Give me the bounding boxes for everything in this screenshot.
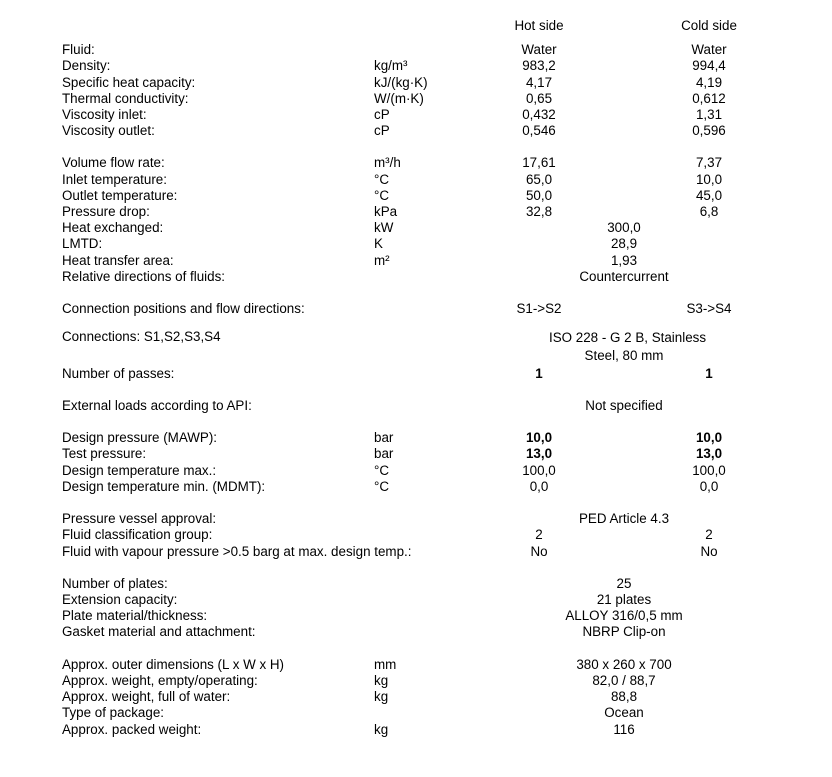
combined-value: [549, 236, 699, 252]
hot-side-value: 983,2: [522, 58, 556, 73]
spec-row: [0, 42, 832, 58]
spec-row: [0, 253, 832, 269]
spec-unit: m²: [374, 253, 390, 268]
spec-row: [0, 430, 832, 446]
spec-unit: kPa: [374, 204, 398, 219]
spec-row: [0, 463, 832, 479]
spec-row: [0, 479, 832, 495]
spec-row: [0, 269, 832, 285]
spec-row: [0, 398, 832, 414]
cold-side-value: 45,0: [695, 188, 723, 203]
spec-row: [0, 155, 832, 171]
spec-label: Thermal conductivity:: [62, 91, 189, 106]
spec-label: Approx. weight, full of water:: [62, 689, 231, 704]
spec-unit: cP: [374, 107, 390, 122]
combined-value-line: Countercurrent: [579, 269, 669, 284]
spec-unit: kg: [374, 722, 389, 737]
spec-unit: kg: [374, 689, 389, 704]
spec-row: [0, 527, 832, 543]
hot-side-value: 50,0: [525, 188, 553, 203]
combined-value-line: 25: [616, 576, 632, 591]
spec-label: Type of package:: [62, 705, 164, 720]
spec-row: [0, 446, 832, 462]
combined-value-line: PED Article 4.3: [578, 511, 670, 526]
spec-label: Approx. weight, empty/operating:: [62, 673, 258, 688]
spec-label: Connections: S1,S2,S3,S4: [62, 329, 221, 344]
cold-side-value: 6,8: [699, 204, 719, 219]
cold-side-value: 4,19: [695, 75, 723, 90]
spec-label: Pressure vessel approval:: [62, 511, 217, 526]
spec-label: Approx. outer dimensions (L x W x H): [62, 657, 285, 672]
hot-side-value: Water: [521, 42, 557, 57]
cold-side-value: 2: [705, 527, 713, 542]
hot-side-value: 10,0: [525, 430, 553, 445]
spec-unit: bar: [374, 446, 394, 461]
combined-value: [549, 592, 699, 608]
hot-side-value: 0,432: [522, 107, 556, 122]
combined-value: [549, 624, 699, 640]
spec-label: Fluid with vapour pressure >0.5 barg at max. design temp.:: [62, 544, 412, 559]
cold-side-value: 1: [705, 366, 713, 381]
cold-side-value: 0,596: [692, 123, 726, 138]
combined-value-line: Not specified: [585, 398, 663, 413]
spec-label: External loads according to API:: [62, 398, 252, 413]
spec-row: [0, 657, 832, 673]
spec-label: Pressure drop:: [62, 204, 150, 219]
spec-row: [0, 689, 832, 705]
combined-value: [549, 689, 699, 705]
combined-value-line: 28,9: [610, 236, 638, 251]
spec-row: [0, 172, 832, 188]
spec-row: [0, 301, 832, 317]
spec-label: Viscosity inlet:: [62, 107, 147, 122]
cold-side-value: 100,0: [692, 463, 726, 478]
combined-value-line: 88,8: [610, 689, 638, 704]
spec-unit: °C: [374, 479, 390, 494]
hot-side-value: 17,61: [522, 155, 556, 170]
spec-row: [0, 722, 832, 738]
spec-row: [0, 204, 832, 220]
spec-label: Fluid classification group:: [62, 527, 213, 542]
spec-row: [0, 705, 832, 721]
cold-side-value: Water: [691, 42, 727, 57]
spec-unit: mm: [374, 657, 397, 672]
spec-row: [0, 624, 832, 640]
combined-value-line: 1,93: [610, 253, 638, 268]
spec-label: LMTD:: [62, 236, 103, 251]
hot-side-value: 4,17: [525, 75, 553, 90]
cold-side-value: 10,0: [695, 172, 723, 187]
spec-label: Volume flow rate:: [62, 155, 165, 170]
hot-side-value: 100,0: [522, 463, 556, 478]
spec-label: Approx. packed weight:: [62, 722, 202, 737]
combined-value: [549, 329, 707, 365]
hot-side-value: 0,0: [529, 479, 549, 494]
spec-label: Gasket material and attachment:: [62, 624, 256, 639]
spec-unit: m³/h: [374, 155, 401, 170]
spec-unit: kg/m³: [374, 58, 408, 73]
spec-unit: kg: [374, 673, 389, 688]
combined-value-line: ALLOY 316/0,5 mm: [565, 608, 683, 623]
spec-row: [0, 91, 832, 107]
spec-row: [0, 366, 832, 382]
combined-value-line: NBRP Clip-on: [582, 624, 666, 639]
hot-side-value: 0,546: [522, 123, 556, 138]
spec-unit: kJ/(kg·K): [374, 75, 428, 90]
combined-value-line: 82,0 / 88,7: [592, 673, 656, 688]
spec-label: Extension capacity:: [62, 592, 178, 607]
spec-unit: °C: [374, 172, 390, 187]
hot-side-header: Hot side: [514, 18, 564, 33]
combined-value-line: Steel, 80 mm: [584, 348, 664, 363]
spec-row: [0, 220, 832, 236]
hot-side-value: 65,0: [525, 172, 553, 187]
spec-row: [0, 107, 832, 123]
spec-unit: bar: [374, 430, 394, 445]
cold-side-value: 13,0: [695, 446, 723, 461]
hot-side-value: No: [530, 544, 548, 559]
combined-value-line: 380 x 260 x 700: [576, 657, 672, 672]
spec-row: [0, 576, 832, 592]
cold-side-header: Cold side: [681, 18, 737, 33]
spec-label: Relative directions of fluids:: [62, 269, 225, 284]
hot-side-value: S1->S2: [516, 301, 562, 316]
hot-side-value: 2: [535, 527, 543, 542]
spec-label: Design temperature min. (MDMT):: [62, 479, 266, 494]
spec-label: Fluid:: [62, 42, 95, 57]
combined-value: [549, 398, 699, 414]
spec-label: Number of passes:: [62, 366, 175, 381]
cold-side-value: 1,31: [695, 107, 723, 122]
spec-row: [0, 592, 832, 608]
spec-label: Viscosity outlet:: [62, 123, 155, 138]
cold-side-value: 994,4: [692, 58, 726, 73]
combined-value: [549, 722, 699, 738]
spec-row: [0, 123, 832, 139]
spec-row: [0, 511, 832, 527]
spec-unit: °C: [374, 463, 390, 478]
combined-value: [549, 253, 699, 269]
combined-value: [549, 269, 699, 285]
spec-row: [0, 673, 832, 689]
spec-unit: K: [374, 236, 383, 251]
combined-value-line: 116: [613, 722, 635, 737]
cold-side-value: S3->S4: [686, 301, 732, 316]
combined-value-line: 21 plates: [596, 592, 652, 607]
spec-label: Outlet temperature:: [62, 188, 178, 203]
combined-value: [549, 673, 699, 689]
hot-side-value: 1: [535, 366, 543, 381]
combined-value-line: 300,0: [607, 220, 641, 235]
spec-label: Specific heat capacity:: [62, 75, 196, 90]
spec-unit: kW: [374, 220, 394, 235]
spec-unit: cP: [374, 123, 390, 138]
spec-label: Density:: [62, 58, 111, 73]
combined-value: [549, 576, 699, 592]
spec-row: [0, 75, 832, 91]
combined-value: [549, 705, 699, 721]
cold-side-value: No: [700, 544, 718, 559]
spec-label: Heat transfer area:: [62, 253, 174, 268]
spec-label: Connection positions and flow directions:: [62, 301, 305, 316]
spec-label: Heat exchanged:: [62, 220, 164, 235]
spec-unit: °C: [374, 188, 390, 203]
spec-row: [0, 329, 832, 363]
cold-side-value: 10,0: [695, 430, 723, 445]
hot-side-value: 32,8: [525, 204, 553, 219]
spec-unit: W/(m·K): [374, 91, 424, 106]
cold-side-value: 0,612: [692, 91, 726, 106]
combined-value-line: Ocean: [604, 705, 644, 720]
spec-row: [0, 58, 832, 74]
spec-label: Design pressure (MAWP):: [62, 430, 218, 445]
spec-row: [0, 236, 832, 252]
spec-label: Test pressure:: [62, 446, 147, 461]
spec-label: Design temperature max.:: [62, 463, 217, 478]
combined-value: [549, 657, 699, 673]
spec-label: Inlet temperature:: [62, 172, 167, 187]
spec-row: [0, 188, 832, 204]
cold-side-value: 7,37: [695, 155, 723, 170]
combined-value: [549, 608, 699, 624]
combined-value-line: ISO 228 - G 2 B, Stainless: [549, 330, 707, 345]
hot-side-value: 0,65: [525, 91, 553, 106]
spec-row: [0, 544, 832, 560]
spec-label: Plate material/thickness:: [62, 608, 208, 623]
cold-side-value: 0,0: [699, 479, 719, 494]
spec-label: Number of plates:: [62, 576, 168, 591]
hot-side-value: 13,0: [525, 446, 553, 461]
combined-value: [549, 220, 699, 236]
spec-row: [0, 608, 832, 624]
combined-value: [549, 511, 699, 527]
